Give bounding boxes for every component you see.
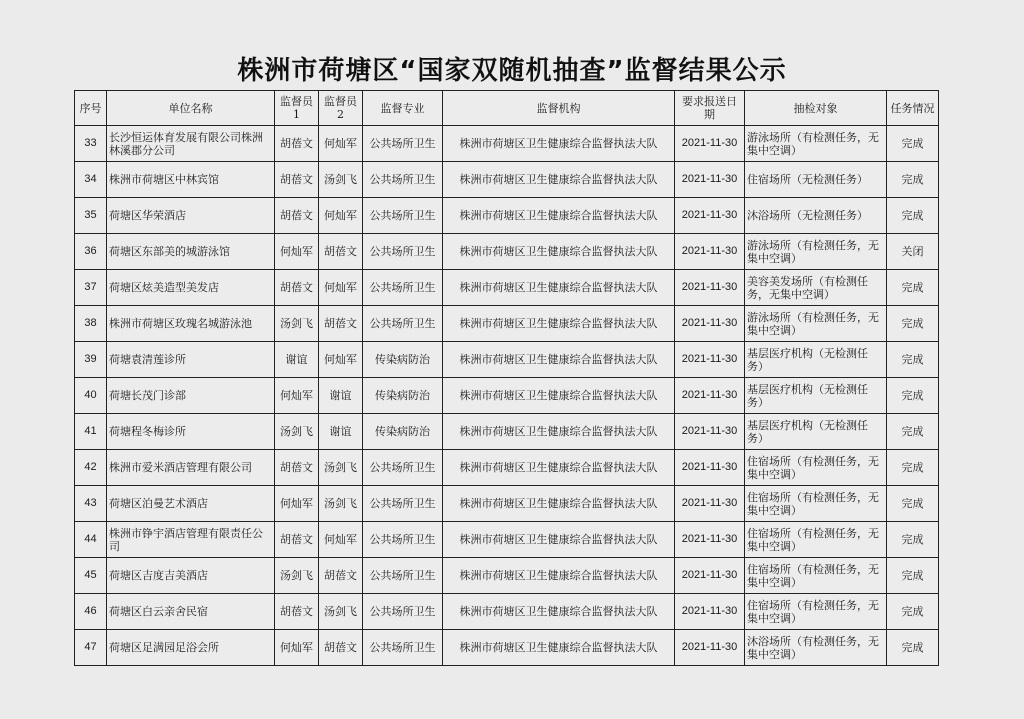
row-supervisor-2: 何灿军 <box>319 270 363 306</box>
row-agency: 株洲市荷塘区卫生健康综合监督执法大队 <box>443 270 675 306</box>
row-target: 美容美发场所（有检测任务，无集中空调） <box>745 270 887 306</box>
row-unit-name: 株洲市荷塘区玫瑰名城游泳池 <box>107 306 275 342</box>
row-status: 完成 <box>887 378 939 414</box>
row-unit-name: 长沙恒运体育发展有限公司株洲林溪郡分公司 <box>107 126 275 162</box>
row-deadline: 2021-11-30 <box>675 306 745 342</box>
row-target: 游泳场所（有检测任务，无集中空调） <box>745 126 887 162</box>
row-deadline: 2021-11-30 <box>675 270 745 306</box>
page-title: 株洲市荷塘区“国家双随机抽查”监督结果公示 <box>237 56 787 86</box>
row-major: 公共场所卫生 <box>363 234 443 270</box>
header-major: 监督专业 <box>363 91 443 126</box>
row-major: 公共场所卫生 <box>363 450 443 486</box>
header-no: 序号 <box>75 91 107 126</box>
table-row <box>75 162 939 198</box>
row-supervisor-2: 汤剑飞 <box>319 162 363 198</box>
row-major: 公共场所卫生 <box>363 270 443 306</box>
row-deadline: 2021-11-30 <box>675 486 745 522</box>
row-agency: 株洲市荷塘区卫生健康综合监督执法大队 <box>443 450 675 486</box>
row-major: 公共场所卫生 <box>363 198 443 234</box>
row-supervisor-1: 汤剑飞 <box>275 306 319 342</box>
row-agency: 株洲市荷塘区卫生健康综合监督执法大队 <box>443 378 675 414</box>
table-row <box>75 522 939 558</box>
row-target: 基层医疗机构（无检测任务） <box>745 414 887 450</box>
table-row <box>75 198 939 234</box>
row-no: 42 <box>75 450 107 486</box>
row-major: 公共场所卫生 <box>363 162 443 198</box>
row-status: 完成 <box>887 342 939 378</box>
row-major: 公共场所卫生 <box>363 306 443 342</box>
row-supervisor-1: 胡蓓文 <box>275 594 319 630</box>
row-major: 公共场所卫生 <box>363 522 443 558</box>
table-row <box>75 378 939 414</box>
row-no: 33 <box>75 126 107 162</box>
row-target: 游泳场所（有检测任务，无集中空调） <box>745 234 887 270</box>
row-unit-name: 株洲市荷塘区中林宾馆 <box>107 162 275 198</box>
row-status: 完成 <box>887 198 939 234</box>
row-target: 基层医疗机构（无检测任务） <box>745 342 887 378</box>
row-unit-name: 荷塘区白云亲舍民宿 <box>107 594 275 630</box>
row-deadline: 2021-11-30 <box>675 414 745 450</box>
table-row <box>75 414 939 450</box>
row-unit-name: 荷塘区吉度吉美酒店 <box>107 558 275 594</box>
row-agency: 株洲市荷塘区卫生健康综合监督执法大队 <box>443 126 675 162</box>
row-status: 完成 <box>887 450 939 486</box>
row-agency: 株洲市荷塘区卫生健康综合监督执法大队 <box>443 414 675 450</box>
header-agency: 监督机构 <box>443 91 675 126</box>
row-unit-name: 荷塘区东部美的城游泳馆 <box>107 234 275 270</box>
table-row <box>75 558 939 594</box>
row-target: 沐浴场所（有检测任务，无集中空调） <box>745 630 887 666</box>
row-no: 40 <box>75 378 107 414</box>
row-major: 传染病防治 <box>363 342 443 378</box>
row-no: 43 <box>75 486 107 522</box>
table-row <box>75 270 939 306</box>
row-no: 39 <box>75 342 107 378</box>
row-unit-name: 株洲市爱米酒店管理有限公司 <box>107 450 275 486</box>
row-supervisor-1: 胡蓓文 <box>275 126 319 162</box>
row-no: 37 <box>75 270 107 306</box>
row-supervisor-2: 胡蓓文 <box>319 558 363 594</box>
row-no: 44 <box>75 522 107 558</box>
row-supervisor-1: 胡蓓文 <box>275 450 319 486</box>
row-supervisor-2: 何灿军 <box>319 126 363 162</box>
row-supervisor-2: 何灿军 <box>319 342 363 378</box>
row-status: 完成 <box>887 414 939 450</box>
row-deadline: 2021-11-30 <box>675 162 745 198</box>
row-status: 完成 <box>887 126 939 162</box>
header-supervisor-1: 监督员1 <box>275 91 319 126</box>
row-supervisor-1: 汤剑飞 <box>275 558 319 594</box>
row-target: 住宿场所（无检测任务） <box>745 162 887 198</box>
row-major: 公共场所卫生 <box>363 630 443 666</box>
header-supervisor-2: 监督员2 <box>319 91 363 126</box>
row-supervisor-2: 何灿军 <box>319 522 363 558</box>
row-target: 住宿场所（有检测任务，无集中空调） <box>745 522 887 558</box>
row-supervisor-2: 胡蓓文 <box>319 234 363 270</box>
header-status: 任务情况 <box>887 91 939 126</box>
row-agency: 株洲市荷塘区卫生健康综合监督执法大队 <box>443 558 675 594</box>
row-agency: 株洲市荷塘区卫生健康综合监督执法大队 <box>443 630 675 666</box>
row-deadline: 2021-11-30 <box>675 630 745 666</box>
row-supervisor-1: 胡蓓文 <box>275 522 319 558</box>
row-status: 完成 <box>887 270 939 306</box>
row-supervisor-1: 胡蓓文 <box>275 162 319 198</box>
table-body <box>75 126 939 666</box>
row-agency: 株洲市荷塘区卫生健康综合监督执法大队 <box>443 162 675 198</box>
table-row <box>75 594 939 630</box>
row-major: 传染病防治 <box>363 414 443 450</box>
row-target: 住宿场所（有检测任务，无集中空调） <box>745 594 887 630</box>
row-target: 住宿场所（有检测任务，无集中空调） <box>745 486 887 522</box>
row-unit-name: 荷塘程冬梅诊所 <box>107 414 275 450</box>
table-row <box>75 306 939 342</box>
row-supervisor-2: 谢谊 <box>319 414 363 450</box>
row-major: 公共场所卫生 <box>363 558 443 594</box>
table-row <box>75 450 939 486</box>
row-status: 完成 <box>887 306 939 342</box>
row-deadline: 2021-11-30 <box>675 378 745 414</box>
row-agency: 株洲市荷塘区卫生健康综合监督执法大队 <box>443 342 675 378</box>
row-target: 住宿场所（有检测任务，无集中空调） <box>745 558 887 594</box>
row-no: 46 <box>75 594 107 630</box>
row-target: 游泳场所（有检测任务，无集中空调） <box>745 306 887 342</box>
row-deadline: 2021-11-30 <box>675 522 745 558</box>
row-status: 完成 <box>887 594 939 630</box>
row-deadline: 2021-11-30 <box>675 342 745 378</box>
table-row <box>75 126 939 162</box>
row-target: 基层医疗机构（无检测任务） <box>745 378 887 414</box>
table-row <box>75 486 939 522</box>
row-no: 45 <box>75 558 107 594</box>
row-no: 34 <box>75 162 107 198</box>
row-agency: 株洲市荷塘区卫生健康综合监督执法大队 <box>443 306 675 342</box>
row-target: 住宿场所（有检测任务，无集中空调） <box>745 450 887 486</box>
row-supervisor-1: 何灿军 <box>275 486 319 522</box>
row-supervisor-2: 汤剑飞 <box>319 594 363 630</box>
row-no: 38 <box>75 306 107 342</box>
row-status: 完成 <box>887 486 939 522</box>
table-row <box>75 342 939 378</box>
header-target: 抽检对象 <box>745 91 887 126</box>
row-deadline: 2021-11-30 <box>675 198 745 234</box>
row-supervisor-2: 胡蓓文 <box>319 306 363 342</box>
row-deadline: 2021-11-30 <box>675 450 745 486</box>
results-table <box>74 90 939 666</box>
row-status: 完成 <box>887 522 939 558</box>
row-supervisor-2: 汤剑飞 <box>319 450 363 486</box>
row-supervisor-1: 何灿军 <box>275 234 319 270</box>
row-status: 关闭 <box>887 234 939 270</box>
row-status: 完成 <box>887 558 939 594</box>
row-supervisor-2: 汤剑飞 <box>319 486 363 522</box>
row-supervisor-1: 何灿军 <box>275 378 319 414</box>
row-supervisor-1: 胡蓓文 <box>275 198 319 234</box>
row-agency: 株洲市荷塘区卫生健康综合监督执法大队 <box>443 234 675 270</box>
row-major: 传染病防治 <box>363 378 443 414</box>
header-deadline: 要求报送日期 <box>675 91 745 126</box>
row-deadline: 2021-11-30 <box>675 558 745 594</box>
row-major: 公共场所卫生 <box>363 594 443 630</box>
row-unit-name: 荷塘长茂门诊部 <box>107 378 275 414</box>
row-unit-name: 荷塘区泊曼艺术酒店 <box>107 486 275 522</box>
row-unit-name: 株洲市铮宇酒店管理有限责任公司 <box>107 522 275 558</box>
row-supervisor-1: 何灿军 <box>275 630 319 666</box>
row-unit-name: 荷塘区炫美造型美发店 <box>107 270 275 306</box>
row-agency: 株洲市荷塘区卫生健康综合监督执法大队 <box>443 522 675 558</box>
row-supervisor-1: 胡蓓文 <box>275 270 319 306</box>
row-deadline: 2021-11-30 <box>675 234 745 270</box>
row-major: 公共场所卫生 <box>363 486 443 522</box>
row-unit-name: 荷塘袁清莲诊所 <box>107 342 275 378</box>
row-supervisor-1: 汤剑飞 <box>275 414 319 450</box>
row-agency: 株洲市荷塘区卫生健康综合监督执法大队 <box>443 486 675 522</box>
row-no: 35 <box>75 198 107 234</box>
row-deadline: 2021-11-30 <box>675 126 745 162</box>
table-row <box>75 630 939 666</box>
row-major: 公共场所卫生 <box>363 126 443 162</box>
row-target: 沐浴场所（无检测任务） <box>745 198 887 234</box>
header-unit: 单位名称 <box>107 91 275 126</box>
row-supervisor-1: 谢谊 <box>275 342 319 378</box>
row-deadline: 2021-11-30 <box>675 594 745 630</box>
row-agency: 株洲市荷塘区卫生健康综合监督执法大队 <box>443 594 675 630</box>
row-status: 完成 <box>887 630 939 666</box>
row-supervisor-2: 谢谊 <box>319 378 363 414</box>
row-supervisor-2: 何灿军 <box>319 198 363 234</box>
row-unit-name: 荷塘区华荣酒店 <box>107 198 275 234</box>
row-no: 47 <box>75 630 107 666</box>
row-no: 36 <box>75 234 107 270</box>
row-status: 完成 <box>887 162 939 198</box>
table-row <box>75 234 939 270</box>
row-agency: 株洲市荷塘区卫生健康综合监督执法大队 <box>443 198 675 234</box>
row-unit-name: 荷塘区足满园足浴会所 <box>107 630 275 666</box>
header-row <box>75 91 939 126</box>
row-no: 41 <box>75 414 107 450</box>
row-supervisor-2: 胡蓓文 <box>319 630 363 666</box>
